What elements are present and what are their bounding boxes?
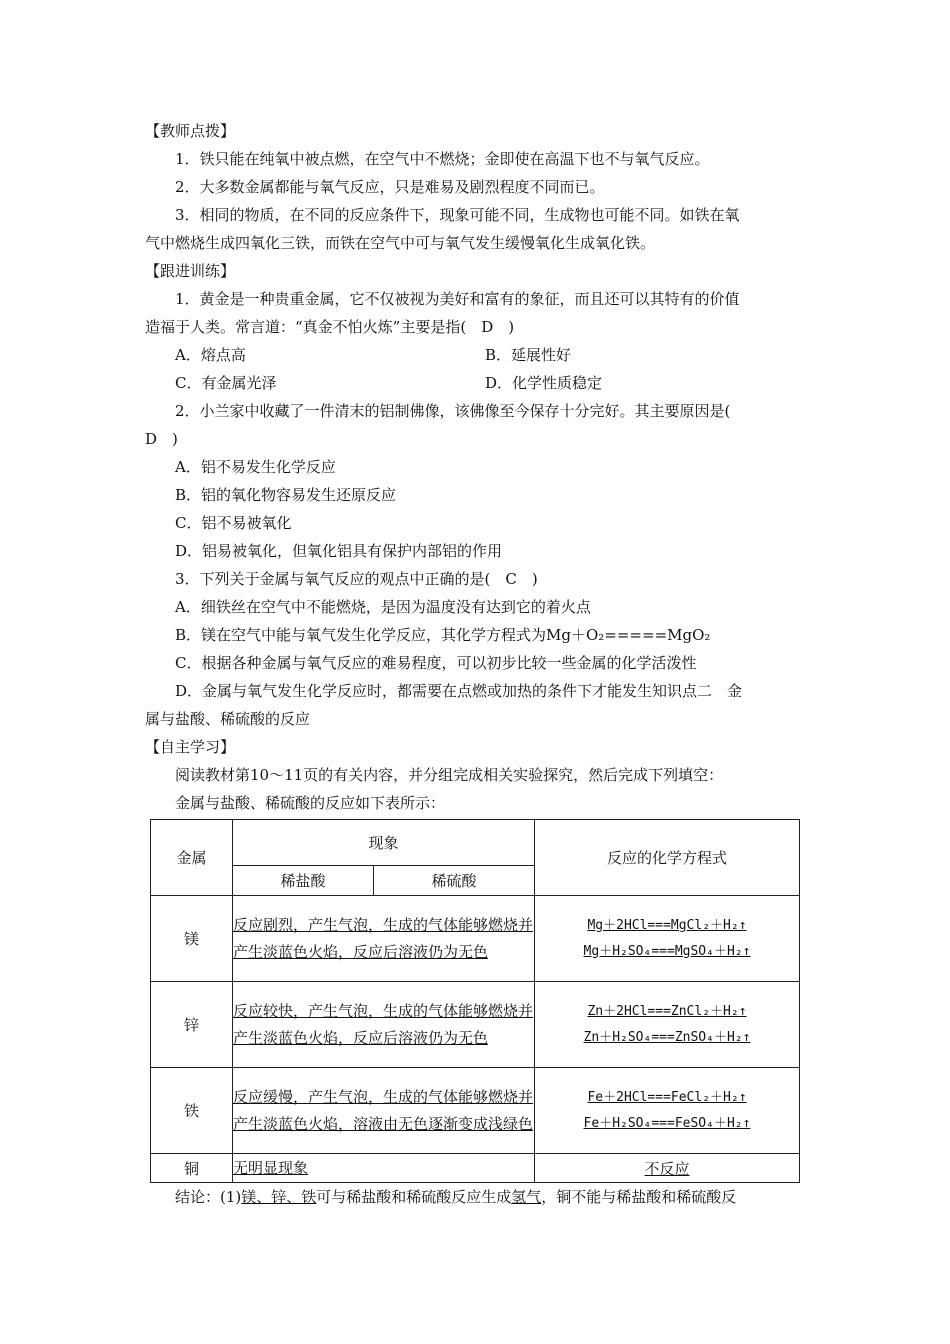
option: A．铝不易发生化学反应	[175, 458, 336, 476]
option-row	[145, 369, 805, 397]
conclusion-line	[175, 1183, 835, 1211]
header-h2so4: 稀硫酸	[374, 866, 535, 896]
equation-h2so4: Fe＋H₂SO₄===FeSO₄＋H₂↑	[583, 1115, 751, 1131]
equation-hcl: Mg＋2HCl===MgCl₂＋H₂↑	[587, 917, 747, 933]
paragraph: 气中燃烧生成四氧化三铁，而铁在空气中可与氧气发生缓慢氧化生成氧化铁。	[145, 234, 656, 252]
option: C．根据各种金属与氧气反应的难易程度，可以初步比较一些金属的化学活泼性	[175, 654, 697, 672]
paragraph: 2．大多数金属都能与氧气反应，只是难易及剧烈程度不同而已。	[175, 178, 605, 196]
no-reaction-text: 不反应	[644, 1159, 690, 1178]
equation-h2so4: Zn＋H₂SO₄===ZnSO₄＋H₂↑	[583, 1029, 751, 1045]
table-row	[151, 1154, 800, 1183]
option-row	[145, 341, 805, 369]
metal-cell: 镁	[151, 896, 233, 982]
phenomenon-cell: 反应较快，产生气泡，生成的气体能够燃烧并产生淡蓝色火焰，反应后溶液仍为无色	[233, 982, 535, 1068]
equation-hcl: Fe＋2HCl===FeCl₂＋H₂↑	[587, 1089, 747, 1105]
document-body	[145, 117, 805, 817]
table-row	[151, 982, 800, 1068]
section-heading: 【跟进训练】	[145, 262, 236, 280]
equation-cell	[535, 896, 800, 982]
paragraph: 3．相同的物质，在不同的反应条件下，现象可能不同，生成物也可能不同。如铁在氧	[175, 206, 740, 224]
header-metal: 金属	[151, 820, 233, 896]
option: D．金属与氧气发生化学反应时，都需要在点燃或加热的条件下才能发生知识点二 金	[175, 682, 743, 700]
conclusion-tail: ，铜不能与稀盐酸和稀硫酸反	[541, 1188, 737, 1206]
equation-cell	[535, 1154, 800, 1183]
option: A．细铁丝在空气中不能燃烧，是因为温度没有达到它的着火点	[175, 598, 591, 616]
metal-cell: 铁	[151, 1068, 233, 1154]
conclusion-prefix: 结论：(1)	[175, 1188, 242, 1206]
paragraph: 阅读教材第10～11页的有关内容，并分组完成相关实验探究，然后完成下列填空：	[175, 766, 724, 784]
header-equation: 反应的化学方程式	[535, 820, 800, 896]
table-row	[151, 896, 800, 982]
conclusion-mid: 可与稀盐酸和稀硫酸反应生成	[316, 1188, 512, 1206]
header-hcl: 稀盐酸	[233, 866, 374, 896]
option: B．延展性好	[485, 346, 572, 364]
section-heading: 【教师点拨】	[145, 122, 236, 140]
option: B．镁在空气中能与氧气发生化学反应，其化学方程式为Mg＋O₂=====MgO₂	[175, 626, 711, 644]
phenomenon-cell: 反应剧烈，产生气泡，生成的气体能够燃烧并产生淡蓝色火焰，反应后溶液仍为无色	[233, 896, 535, 982]
reaction-table	[150, 819, 800, 1183]
section-heading: 【自主学习】	[145, 738, 236, 756]
question-text: D )	[145, 430, 178, 448]
metal-cell: 铜	[151, 1154, 233, 1183]
option: A．熔点高	[175, 346, 246, 364]
conclusion-metals: 镁、锌、铁	[241, 1188, 317, 1206]
question-text: 1．黄金是一种贵重金属，它不仅被视为美好和富有的象征，而且还可以其特有的价值	[175, 290, 740, 308]
paragraph: 1．铁只能在纯氧中被点燃，在空气中不燃烧；金即使在高温下也不与氧气反应。	[175, 150, 710, 168]
equation-h2so4: Mg＋H₂SO₄===MgSO₄＋H₂↑	[583, 943, 751, 959]
header-phenomenon: 现象	[233, 820, 535, 866]
paragraph: 金属与盐酸、稀硫酸的反应如下表所示：	[175, 794, 446, 812]
equation-cell	[535, 1068, 800, 1154]
equation-cell	[535, 982, 800, 1068]
table-row	[151, 1068, 800, 1154]
option: D．铝易被氧化，但氧化铝具有保护内部铝的作用	[175, 542, 503, 560]
question-text: 造福于人类。常言道：“真金不怕火炼”主要是指( D )	[145, 318, 515, 336]
option: D．化学性质稳定	[485, 374, 603, 392]
equation-hcl: Zn＋2HCl===ZnCl₂＋H₂↑	[587, 1003, 747, 1019]
question-text: 3．下列关于金属与氧气反应的观点中正确的是( C )	[175, 570, 538, 588]
option: C．铝不易被氧化	[175, 514, 292, 532]
paragraph: 属与盐酸、稀硫酸的反应	[145, 710, 311, 728]
conclusion-gas: 氢气	[511, 1188, 542, 1206]
phenomenon-cell: 无明显现象	[233, 1154, 535, 1183]
option: C．有金属光泽	[175, 374, 277, 392]
metal-cell: 锌	[151, 982, 233, 1068]
option: B．铝的氧化物容易发生还原反应	[175, 486, 397, 504]
question-text: 2．小兰家中收藏了一件清末的铝制佛像，该佛像至今保存十分完好。其主要原因是(	[175, 402, 731, 420]
phenomenon-cell: 反应缓慢，产生气泡，生成的气体能够燃烧并产生淡蓝色火焰，溶液由无色逐渐变成浅绿色	[233, 1068, 535, 1154]
